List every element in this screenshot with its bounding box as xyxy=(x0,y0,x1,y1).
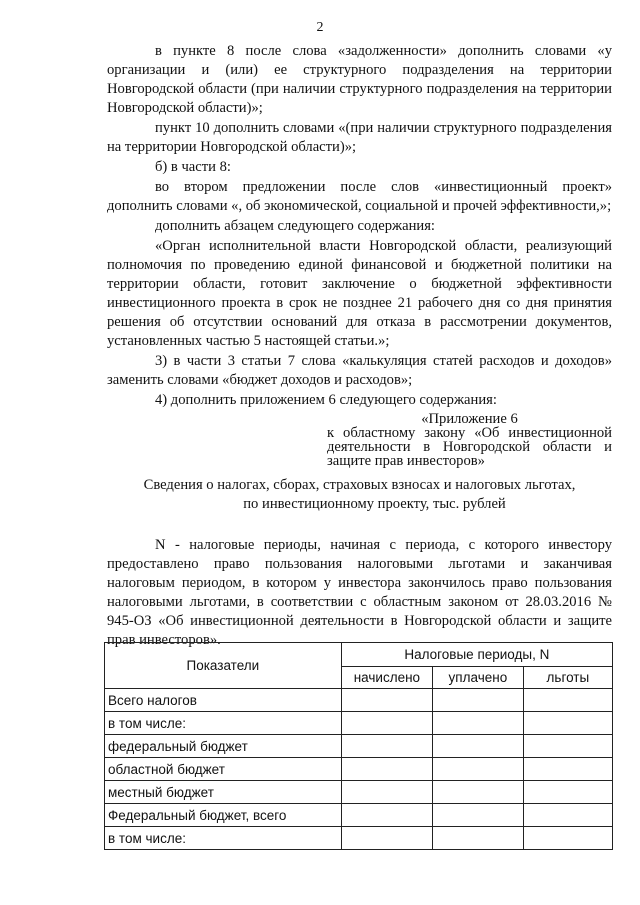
table-row xyxy=(105,781,613,804)
table-header-row xyxy=(105,643,613,667)
table-cell xyxy=(341,758,432,781)
subheader-accrued: начислено xyxy=(341,667,432,689)
page-number: 2 xyxy=(316,20,324,35)
note-paragraph: N - налоговые периоды, начиная с периода, с которого инвестору предоставлено право пользования налоговыми льготами и заканчивая налоговым периодом, в котором у инвестора закончилось право пользования налоговыми льготами, в соответствии с областным законом от 28.03.2016 № 945-ОЗ «Об инвестиционной деятельности в Новгородской области и защите прав инвесторов». xyxy=(107,537,612,648)
row-label: в том числе: xyxy=(105,712,342,735)
table-cell xyxy=(341,827,432,850)
row-label: Всего налогов xyxy=(105,689,342,712)
row-label: местный бюджет xyxy=(105,781,342,804)
table-title-line-1: Сведения о налогах, сборах, страховых взносах и налоговых льготах, xyxy=(143,477,576,493)
table-row xyxy=(105,804,613,827)
subheader-paid: уплачено xyxy=(433,667,524,689)
table-row xyxy=(105,827,613,850)
table-cell xyxy=(341,804,432,827)
table-cell xyxy=(523,758,612,781)
table-cell xyxy=(523,689,612,712)
table-cell xyxy=(433,827,524,850)
table-row xyxy=(105,712,613,735)
paragraph-4: во втором предложении после слов «инвестиционный проект» дополнить словами «, об экономической, социальной и прочей эффективности,»; xyxy=(107,179,612,214)
appendix-block xyxy=(327,412,612,468)
table-cell xyxy=(341,712,432,735)
paragraph-1: в пункте 8 после слова «задолженности» дополнить словами «у организации и (или) ее структурного подразделения на территории Новгородской области (при наличии структурного подразделения на территории Новгородской области)»; xyxy=(107,43,612,116)
table-cell xyxy=(523,827,612,850)
appendix-text: к областному закону «Об инвестиционной деятельности в Новгородской области и защите прав инвесторов» xyxy=(327,425,612,469)
table-cell xyxy=(523,712,612,735)
paragraph-7: 3) в части 3 статьи 7 слова «калькуляция статей расходов и доходов» заменить словами «бюджет доходов и расходов»; xyxy=(107,353,612,388)
tax-table xyxy=(104,642,613,850)
table-row xyxy=(105,689,613,712)
spacer xyxy=(107,514,612,536)
table-cell xyxy=(523,735,612,758)
periods-header: Налоговые периоды, N xyxy=(341,643,612,667)
row-label: в том числе: xyxy=(105,827,342,850)
table-cell xyxy=(341,781,432,804)
row-label: областной бюджет xyxy=(105,758,342,781)
table-cell xyxy=(523,804,612,827)
table-cell xyxy=(433,735,524,758)
table-title-line-2: по инвестиционному проекту, тыс. рублей xyxy=(243,496,506,512)
row-label: Федеральный бюджет, всего xyxy=(105,804,342,827)
table-cell xyxy=(433,712,524,735)
table-cell xyxy=(433,758,524,781)
table-cell xyxy=(433,804,524,827)
document-body xyxy=(107,42,612,651)
table-title xyxy=(107,476,612,514)
subheader-benefits: льготы xyxy=(523,667,612,689)
table-cell xyxy=(341,689,432,712)
table-cell xyxy=(433,689,524,712)
row-label: федеральный бюджет xyxy=(105,735,342,758)
table-cell xyxy=(523,781,612,804)
paragraph-5: дополнить абзацем следующего содержания: xyxy=(155,218,435,234)
appendix-heading: «Приложение 6 xyxy=(421,411,518,427)
paragraph-3: б) в части 8: xyxy=(155,159,231,175)
table-row xyxy=(105,735,613,758)
table-cell xyxy=(341,735,432,758)
indicators-header: Показатели xyxy=(105,643,342,689)
table-cell xyxy=(433,781,524,804)
paragraph-6: «Орган исполнительной власти Новгородской области, реализующий полномочия по проведению единой финансовой и бюджетной политики на территории области, готовит заключение о бюджетной эффективности инвестиционного проекта в срок не позднее 21 рабочего дня со дня принятия решения об отсутствии оснований для отказа в рассмотрении документов, установленных частью 5 настоящей статьи.»; xyxy=(107,238,612,349)
paragraph-2: пункт 10 дополнить словами «(при наличии структурного подразделения на территории Новгородской области)»; xyxy=(107,120,612,155)
paragraph-8: 4) дополнить приложением 6 следующего содержания: xyxy=(155,392,497,408)
table-row xyxy=(105,758,613,781)
